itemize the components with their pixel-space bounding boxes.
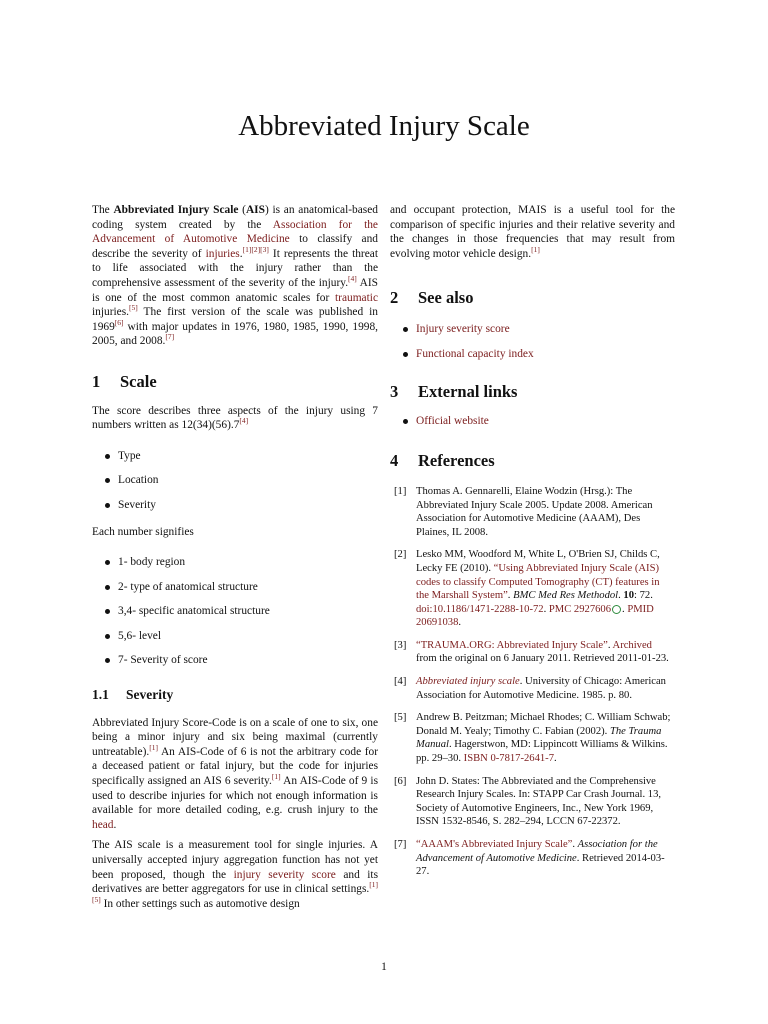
aspect-list: [92, 449, 378, 513]
pmid-link[interactable]: PMID 20691038: [416, 603, 654, 629]
reference-item: [390, 548, 675, 630]
continuation-text: and occupant protection, MAIS is a useful tool for the comparison of specific injuries and their relative severity and the changes in those frequencies that may result from evolving motor vehicle design.: [390, 204, 675, 260]
section-number: 4: [390, 451, 399, 471]
pmc-link[interactable]: PMC 2927606: [548, 603, 612, 615]
continuation-paragraph: [390, 203, 675, 261]
cite-link[interactable]: [4]: [348, 274, 357, 284]
severity-text: In other settings such as automotive design: [100, 897, 300, 910]
cite-link[interactable]: [4]: [239, 416, 249, 426]
intro-text: The first version of the scale was published in 1969: [92, 306, 378, 333]
signifies-paragraph: Each number signifies: [92, 525, 194, 538]
intro-text: ) is an anatomical-based coding system created by the: [92, 204, 378, 231]
reference-text: [416, 711, 675, 765]
cite-link[interactable]: [1][2][3]: [242, 244, 269, 254]
section-title: External links: [418, 382, 518, 402]
list-item: 2- type of anatomical structure: [92, 580, 378, 595]
list-item: Location: [92, 473, 378, 488]
list-item: [390, 322, 675, 337]
list-item: 3,4- specific anatomical structure: [92, 604, 378, 619]
severity-text: An AIS-Code of 9 is used to describe injuries for which not enough information is available for more detailed coding, e.g. crush injury to the: [92, 775, 378, 817]
list-item: [390, 414, 675, 429]
link-official-website[interactable]: Official website: [416, 414, 489, 427]
section-number: 1: [92, 371, 101, 391]
cite-link[interactable]: [1][5]: [92, 880, 378, 904]
cite-link[interactable]: [6]: [114, 317, 124, 327]
reference-book-title: The Trauma Manual: [416, 725, 662, 751]
left-column: [92, 203, 378, 917]
reference-text-part: .: [554, 753, 557, 765]
see-also-list: [390, 322, 675, 361]
reference-number: [7]: [394, 839, 407, 850]
term-ais-abbr: AIS: [245, 204, 265, 216]
intro-paragraph: The Abbreviated Injury Scale (AIS) is an anatomical-based coding system created by the Association for the Advancement of Automotive Medicine to classify and describe the severity of injuries.[1][2][3] It represents the threat to life associated with the injury rather than the comprehensive assessment of the severity of the injury.[4] AIS is one of the most common anatomic scales for traumatic injuries.[5] The first version of the scale was published in 1969[6] with major updates in 1976, 1980, 1985, 1990, 1998, 2005, and 2008.[7]: [92, 204, 378, 348]
cite-link[interactable]: [7]: [165, 332, 175, 342]
intro-text: to classify and describe the severity of: [92, 233, 378, 260]
section-title: References: [418, 451, 495, 471]
reference-text-part: .: [607, 639, 613, 651]
section-number: 2: [390, 288, 399, 308]
reference-journal: BMC Med Res Methodol: [513, 590, 619, 602]
subsection-heading-severity: [92, 688, 378, 703]
right-column: [390, 203, 675, 888]
severity-paragraph-2: [92, 838, 378, 911]
intro-text: The: [92, 204, 114, 216]
reference-text-part: . Hagerstwon, MD: Lippincott Williams & Wilkins. pp. 29–30.: [416, 739, 668, 765]
scale-paragraph: [92, 404, 378, 433]
reference-item: [390, 775, 675, 829]
section-title: Scale: [120, 371, 157, 391]
link-aaam[interactable]: Association for the Advancement of Automotive Medicine: [92, 218, 378, 246]
reference-number: [1]: [394, 485, 407, 497]
link-traumatic[interactable]: traumatic: [334, 291, 378, 304]
reference-item: [390, 675, 675, 702]
reference-text: [416, 838, 675, 879]
severity-text: .: [113, 818, 117, 831]
reference-item: [390, 639, 675, 666]
reference-text-part: . Retrieved 2014-03-27.: [416, 852, 665, 878]
reference-link[interactable]: “Using Abbreviated Injury Scale (AIS) codes to classify Computed Tomography (CT) features in the Marshall System”: [416, 562, 660, 602]
cite-link[interactable]: [1]: [271, 772, 281, 782]
doi-link[interactable]: doi:10.1186/1471-2288-10-72: [416, 603, 544, 615]
intro-text: injuries.: [92, 306, 130, 319]
intro-text: AIS is one of the most common anatomic scales for: [92, 276, 378, 304]
section-heading-references: [390, 451, 675, 471]
reference-text-part: from the original on 6 January 2011. Retrieved 2011-01-23.: [416, 653, 669, 665]
reference-text-part: .: [622, 603, 628, 615]
reference-link[interactable]: Abbreviated injury scale: [416, 676, 520, 688]
reference-text-part: .: [572, 839, 578, 850]
page-title: Abbreviated Injury Scale: [238, 110, 530, 142]
section-heading-external-links: [390, 382, 675, 402]
reference-number: [3]: [394, 639, 407, 651]
list-item: Type: [92, 449, 378, 464]
intro-text: with major updates in 1976, 1980, 1985, 1990, 1998, 2005, and 2008.: [92, 320, 378, 348]
section-number: 3: [390, 382, 399, 402]
severity-paragraph-1: [92, 716, 378, 833]
list-item: 5,6- level: [92, 629, 378, 644]
section-number: 1.1: [92, 687, 109, 703]
section-heading-scale: [92, 371, 378, 391]
reference-number: [5]: [394, 712, 407, 724]
list-item: [390, 347, 675, 362]
severity-text: The AIS scale is a measurement tool for single injuries. A universally accepted injury aggregation function has not yet been proposed, though the: [92, 839, 378, 881]
reference-text: John D. States: The Abbreviated and the Comprehensive Research Injury Scales. In: STAPP Car Crash Journal. 13, Society of Automotive Engineers, Inc., New York 1969, ISSN 1532-8546, S. 282–294, LCCN 67-22372.: [416, 775, 662, 828]
page-number: 1: [381, 961, 387, 973]
section-heading-see-also: [390, 288, 675, 308]
list-item: 1- body region: [92, 555, 378, 570]
reference-text: [416, 675, 675, 702]
reference-number: [2]: [394, 549, 407, 561]
references-list: [390, 485, 675, 879]
archived-link[interactable]: Archived: [612, 639, 652, 651]
link-functional-capacity-index[interactable]: Functional capacity index: [416, 347, 534, 360]
reference-item: [390, 838, 675, 879]
intro-text: (: [238, 204, 246, 216]
reference-number: [4]: [394, 676, 407, 688]
reference-text: [416, 548, 675, 630]
reference-text-part: : 72.: [634, 590, 653, 602]
reference-text-part: .: [543, 603, 549, 615]
reference-text-part: .: [507, 590, 514, 602]
external-links-list: [390, 414, 675, 429]
reference-item: [390, 711, 675, 765]
term-ais-full: Abbreviated Injury Scale: [113, 204, 239, 216]
cite-link[interactable]: [1]: [149, 743, 158, 753]
cite-link[interactable]: [5]: [129, 303, 138, 313]
intro-text: It represents the threat to life associated with the injury rather than the comprehensive assessment of the severity of the injury.: [92, 247, 378, 289]
scale-text: The score describes three aspects of the injury using 7 numbers written as 12(34)(56).7: [92, 404, 378, 432]
isbn-link[interactable]: ISBN 0-7817-2641-7: [463, 753, 555, 765]
section-title: Severity: [126, 687, 174, 703]
reference-item: [390, 485, 675, 539]
reference-publisher: Association for the Advancement of Automotive Medicine: [416, 839, 658, 864]
reference-volume: 10: [623, 590, 635, 602]
open-access-icon: [612, 605, 621, 614]
reference-text-part: . University of Chicago: American Association for Automotive Medicine. 1985. p. 80.: [416, 676, 666, 701]
reference-text-part: Andrew B. Peitzman; Michael Rhodes; C. William Schwab; Donald M. Yealy; Timothy C. Fabian (2002).: [416, 712, 671, 737]
meaning-list: [92, 555, 378, 668]
reference-text-part: .: [458, 617, 462, 629]
reference-link[interactable]: “AAAM's Abbreviated Injury Scale”: [416, 839, 573, 850]
reference-number: [6]: [394, 775, 407, 787]
reference-text-part: .: [618, 590, 624, 602]
link-injury-severity-score[interactable]: Injury severity score: [416, 322, 510, 335]
severity-text: Abbreviated Injury Score-Code is on a scale of one to six, one being a minor injury and six being maximal (currently untreatable).: [92, 716, 378, 758]
link-injury-severity-score[interactable]: injury severity score: [233, 868, 336, 881]
reference-link[interactable]: “TRAUMA.ORG: Abbreviated Injury Scale”: [416, 639, 608, 651]
list-item: Severity: [92, 498, 378, 513]
reference-text: [416, 639, 675, 666]
list-item: 7- Severity of score: [92, 653, 378, 668]
severity-text: and its derivatives are better aggregators for use in clinical settings.: [92, 868, 379, 896]
severity-text: An AIS-Code of 6 is not the arbitrary code for a deceased patient or fatal injury, but the code for injuries specifically assigned an AIS 6 severity.: [92, 745, 378, 788]
reference-text: Thomas A. Gennarelli, Elaine Wodzin (Hrsg.): The Abbreviated Injury Scale 2005. Update 2008. American Association for Automotive Medicine (AAAM), Des Plaines, IL 2008.: [416, 485, 653, 538]
section-title: See also: [418, 288, 474, 308]
cite-link[interactable]: [1]: [531, 244, 540, 254]
link-injuries[interactable]: injuries: [205, 247, 240, 260]
link-head[interactable]: head: [92, 818, 114, 831]
reference-text-part: Lesko MM, Woodford M, White L, O'Brien SJ, Childs C, Lecky FE (2010).: [416, 549, 660, 574]
